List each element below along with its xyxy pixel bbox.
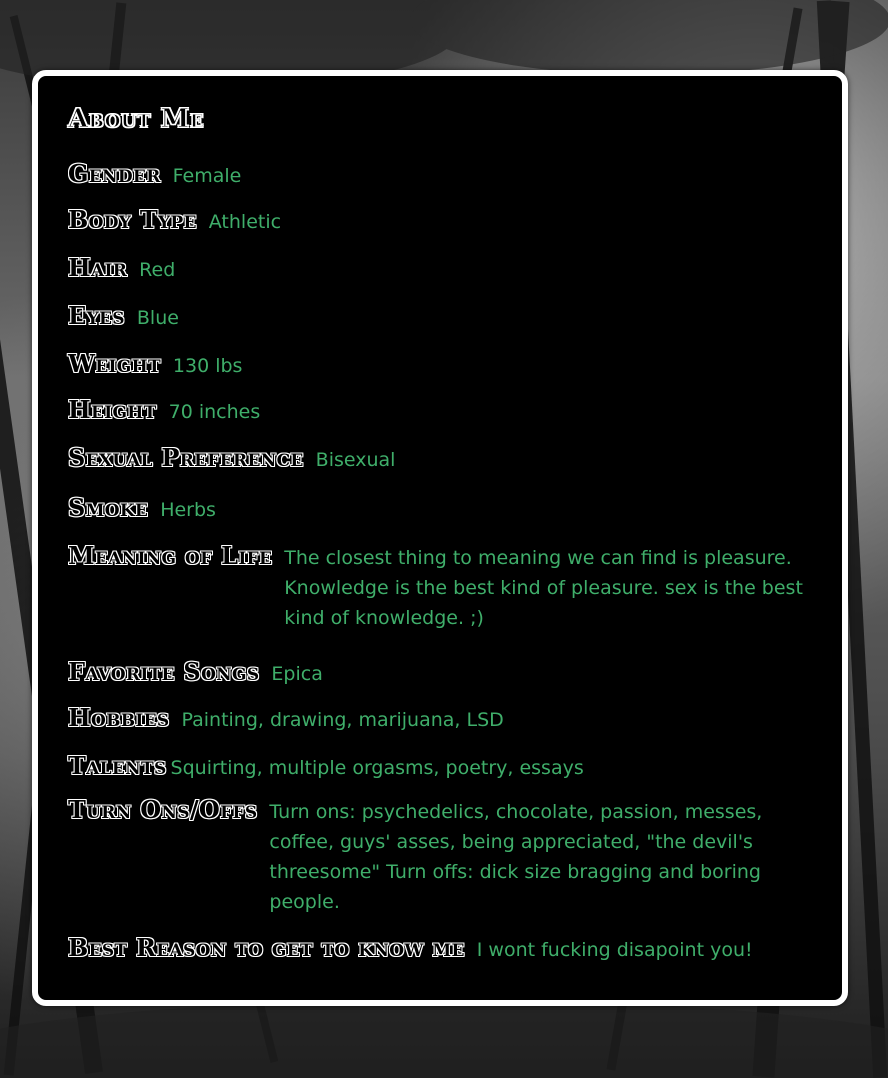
field-talents	[68, 752, 584, 783]
field-height	[68, 396, 260, 427]
field-smoke	[68, 494, 216, 525]
field-label: Favorite Songs	[68, 657, 260, 686]
field-weight	[68, 350, 242, 381]
field-value: Red	[139, 259, 176, 281]
field-eyes	[68, 302, 179, 333]
field-value: Female	[172, 165, 242, 187]
field-favorite-songs	[68, 658, 323, 689]
field-hair	[68, 254, 175, 285]
field-value: Athletic	[208, 211, 282, 233]
field-label: Body Type	[68, 205, 197, 234]
field-label: Hobbies	[68, 703, 170, 732]
field-value: 130 lbs	[172, 355, 243, 377]
field-value: Bisexual	[315, 449, 396, 471]
field-best-reason	[68, 934, 753, 965]
field-label: Best Reason to get to know me	[68, 933, 465, 962]
field-label: Eyes	[68, 301, 125, 330]
field-gender	[68, 160, 241, 191]
field-label: Smoke	[68, 493, 149, 522]
field-meaning-of-life	[68, 542, 804, 633]
field-label: Sexual Preference	[68, 443, 304, 472]
field-body-type	[68, 206, 281, 237]
about-me-panel	[32, 70, 848, 1006]
field-label: Turn Ons/Offs	[68, 795, 258, 824]
field-value: 70 inches	[168, 401, 261, 423]
field-label: Height	[68, 395, 157, 424]
field-label: Hair	[68, 253, 128, 282]
about-me-title: About Me	[68, 104, 205, 134]
field-value: Herbs	[160, 499, 216, 521]
field-value: Turn ons: psychedelics, chocolate, passion, messes, coffee, guys' asses, being appreciated, "the devil's threesome" Turn offs: dick size bragging and boring people.	[269, 801, 763, 913]
field-label: Talents	[68, 751, 167, 780]
field-value: Epica	[271, 663, 323, 685]
field-value: Squirting, multiple orgasms, poetry, essays	[170, 757, 584, 779]
field-label: Weight	[68, 349, 161, 378]
field-sexual-preference	[68, 444, 395, 475]
field-value: The closest thing to meaning we can find is pleasure. Knowledge is the best kind of pleasure. sex is the best kind of knowledge. ;)	[284, 547, 803, 629]
field-value: Blue	[136, 307, 179, 329]
field-turn-ons-offs	[68, 796, 809, 917]
field-hobbies	[68, 704, 504, 735]
field-value: I wont fucking disapoint you!	[476, 939, 753, 961]
field-value: Painting, drawing, marijuana, LSD	[181, 709, 504, 731]
field-label: Gender	[68, 159, 161, 188]
field-label: Meaning of Life	[68, 541, 273, 570]
